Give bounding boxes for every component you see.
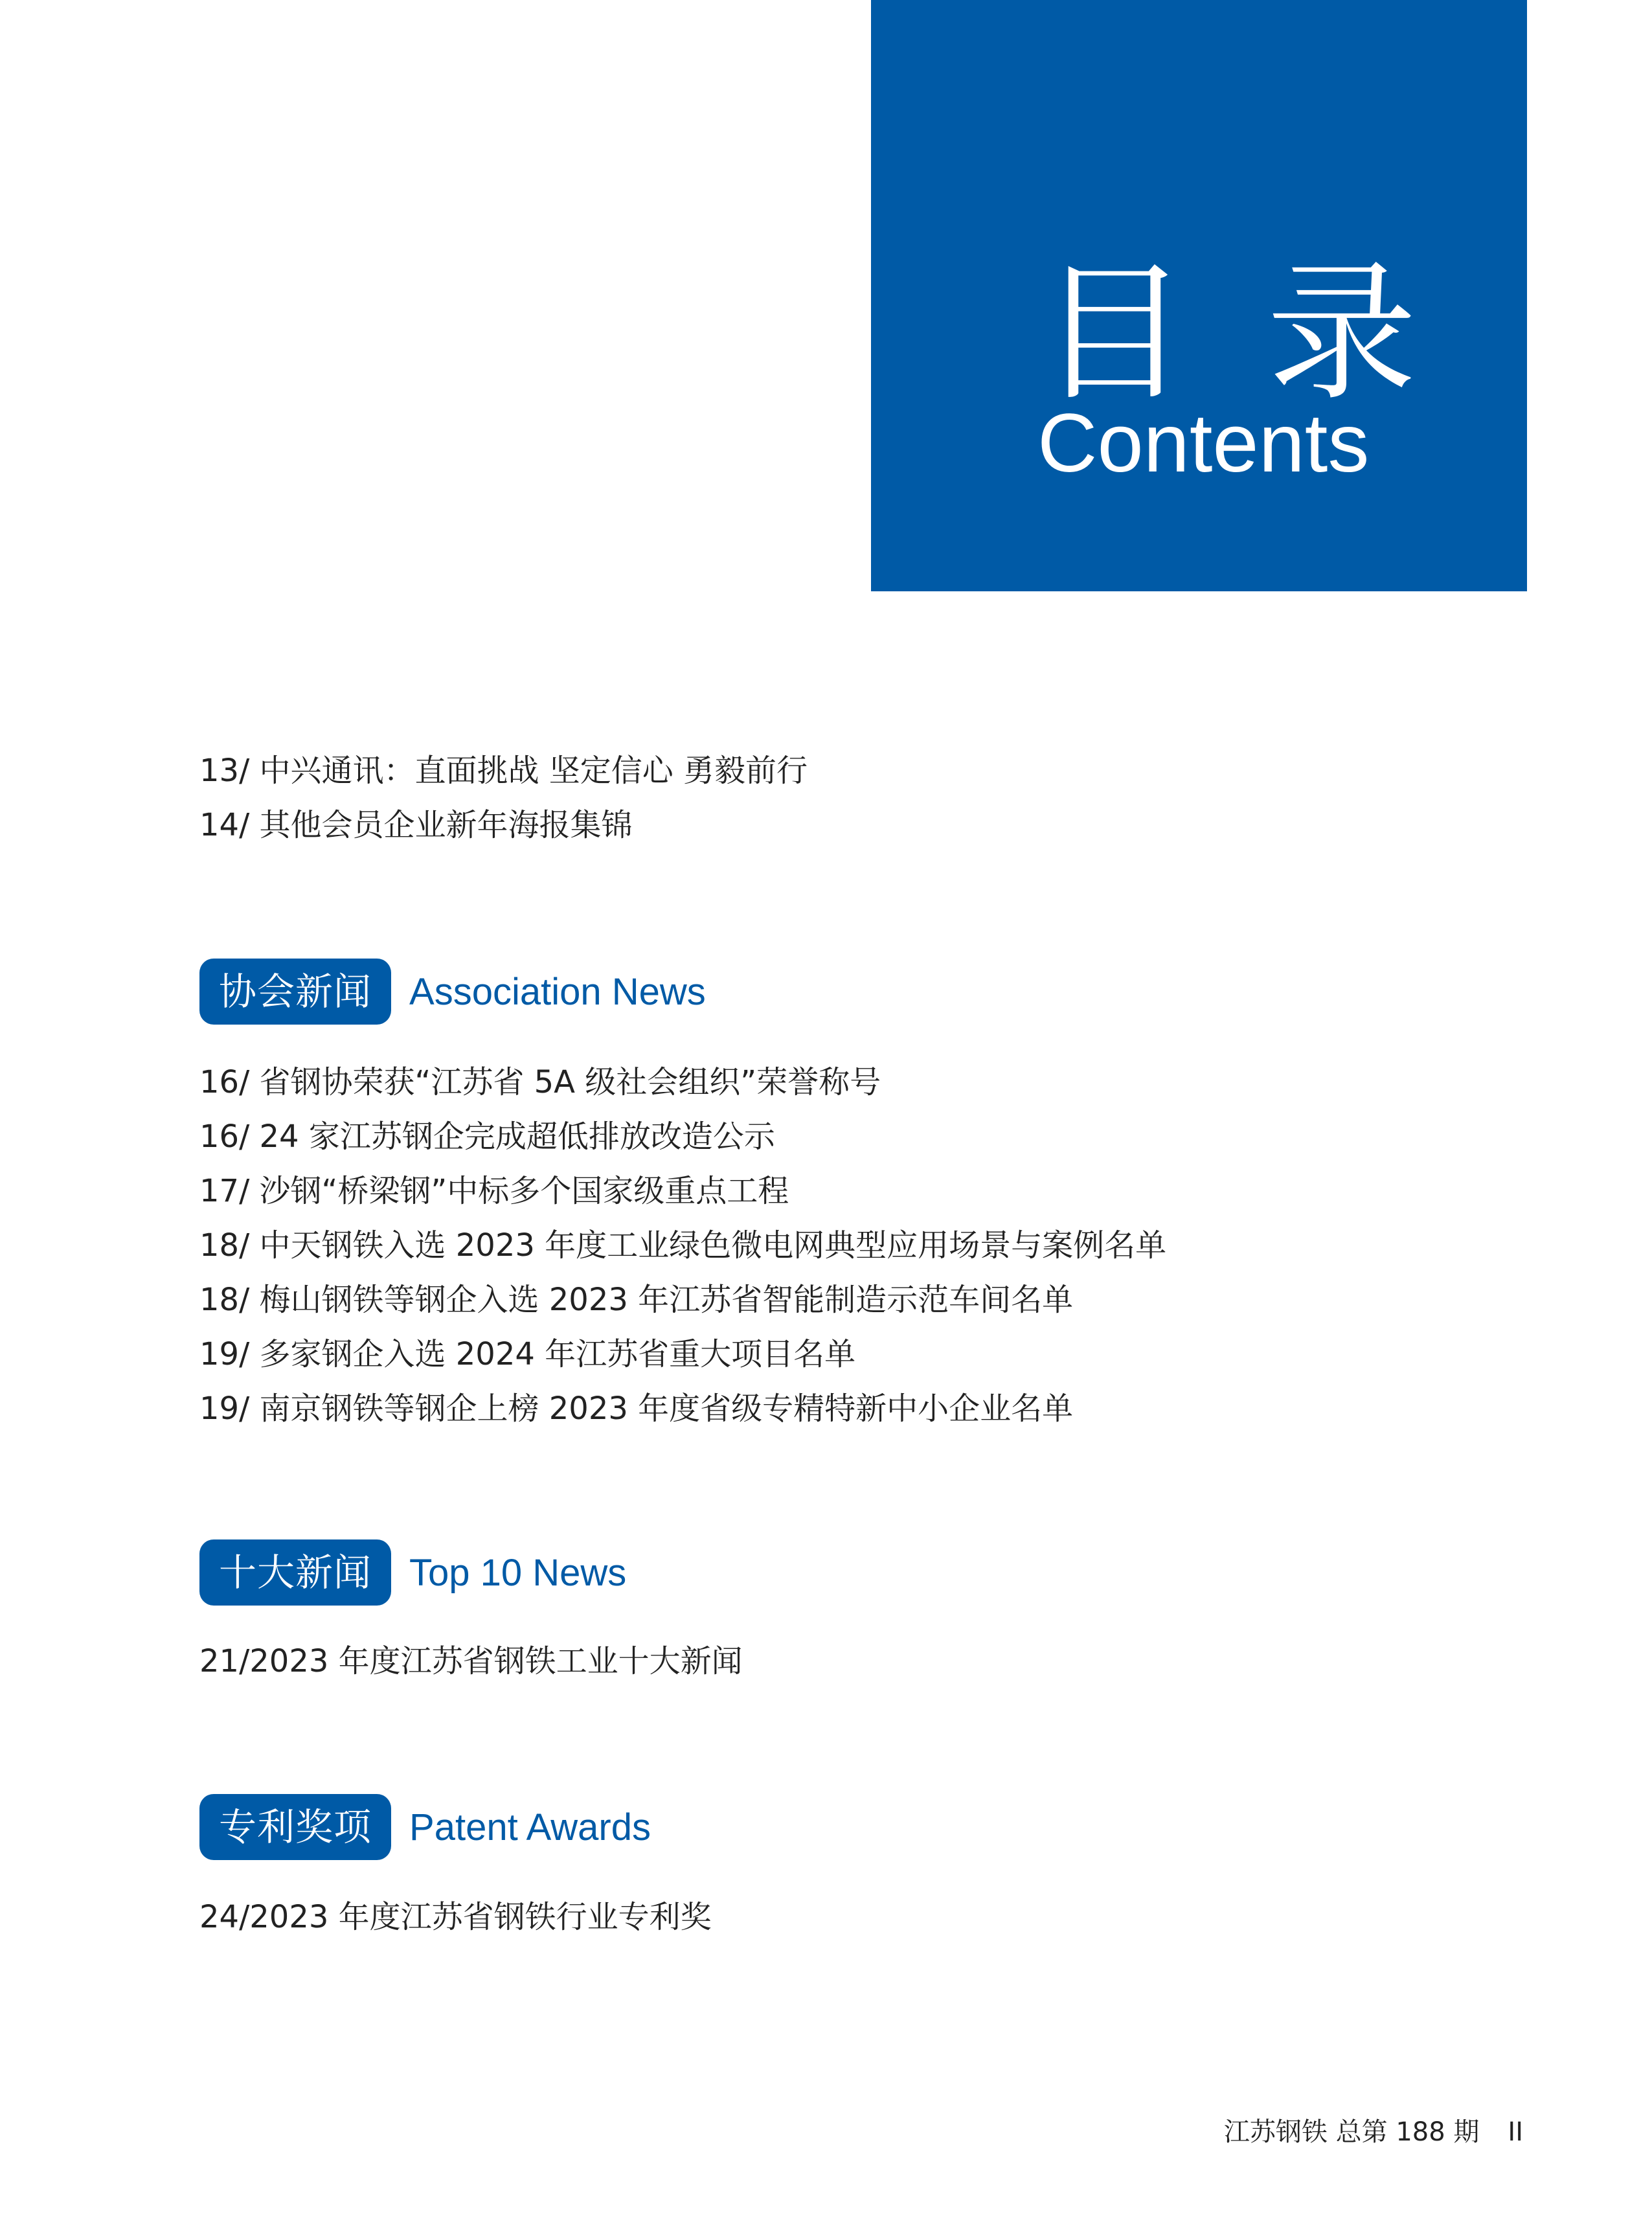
toc-entry[interactable]: 13/ 中兴通讯：直面挑战 坚定信心 勇毅前行 (199, 753, 808, 789)
page-footer (1224, 2113, 1523, 2152)
toc-entry[interactable]: 19/ 南京钢铁等钢企上榜 2023 年度省级专精特新中小企业名单 (199, 1391, 1074, 1427)
toc-entry[interactable]: 24/2023 年度江苏省钢铁行业专利奖 (199, 1899, 712, 1935)
section-title-en: Patent Awards (409, 1806, 651, 1848)
toc-entry[interactable]: 19/ 多家钢企入选 2024 年江苏省重大项目名单 (199, 1336, 856, 1372)
section-badge: 十大新闻 (199, 1539, 391, 1606)
toc-entry[interactable]: 16/ 24 家江苏钢企完成超低排放改造公示 (199, 1119, 775, 1155)
toc-entry[interactable]: 17/ 沙钢“桥梁钢”中标多个国家级重点工程 (199, 1173, 789, 1209)
section-heading-patent-awards (199, 1794, 651, 1860)
section-heading-top-10-news (199, 1539, 626, 1606)
section-title-en: Association News (409, 970, 706, 1013)
section-title-en: Top 10 News (409, 1551, 627, 1594)
toc-entry[interactable]: 21/2023 年度江苏省钢铁工业十大新闻 (199, 1643, 743, 1679)
toc-entry[interactable]: 14/ 其他会员企业新年海报集锦 (199, 807, 633, 843)
toc-entry[interactable]: 16/ 省钢协荣获“江苏省 5A 级社会组织”荣誉称号 (199, 1064, 881, 1100)
section-badge: 协会新闻 (199, 959, 391, 1025)
section-badge: 专利奖项 (199, 1794, 391, 1860)
toc-entry[interactable]: 18/ 中天钢铁入选 2023 年度工业绿色微电网典型应用场景与案例名单 (199, 1227, 1167, 1264)
publication-info: 江苏钢铁 总第 188 期 (1223, 2117, 1480, 2147)
contents-title-en: Contents (1037, 397, 1370, 490)
toc-entry[interactable]: 18/ 梅山钢铁等钢企入选 2023 年江苏省智能制造示范车间名单 (199, 1282, 1074, 1318)
page-number: II (1508, 2117, 1523, 2147)
contents-title-cn: 目录 (1039, 246, 1495, 421)
section-heading-association-news (199, 959, 706, 1025)
